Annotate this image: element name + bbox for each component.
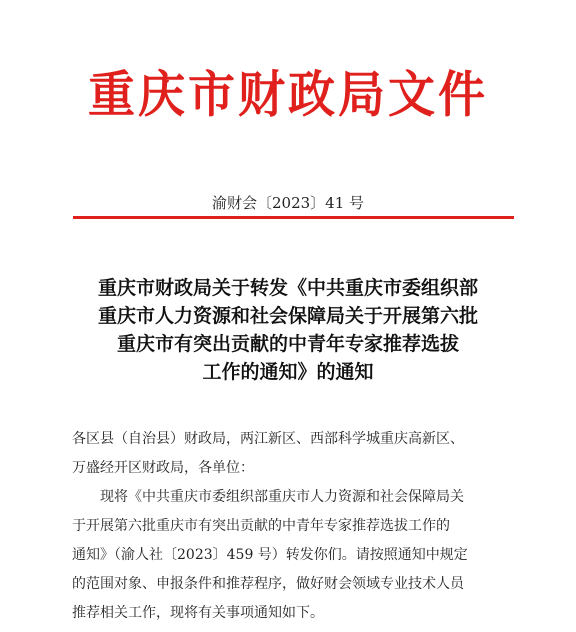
title-line: 工作的通知》的通知	[202, 361, 374, 383]
body-line: 现将《中共重庆市委组织部重庆市人力资源和社会保障局关	[72, 489, 464, 505]
document-number: 渝财会〔2023〕41 号	[211, 194, 365, 212]
body-line-addressee-cont: 万盛经开区财政局，各单位：	[72, 460, 254, 476]
document-body	[72, 425, 522, 628]
body-line: 的范围对象、申报条件和推荐程序，做好财会领域专业技术人员	[72, 576, 464, 592]
body-line-addressee: 各区县（自治县）财政局，两江新区、西部科学城重庆高新区、	[72, 431, 464, 447]
masthead-title: 重庆市财政局文件	[88, 66, 488, 125]
document-title	[60, 274, 516, 386]
body-line: 于开展第六批重庆市有突出贡献的中青年专家推荐选拔工作的	[72, 518, 450, 534]
title-line: 重庆市有突出贡献的中青年专家推荐选拔	[116, 333, 459, 355]
title-line: 重庆市财政局关于转发《中共重庆市委组织部	[97, 277, 478, 299]
body-line: 通知》（渝人社〔2023〕459 号）转发你们。请按照通知中规定	[72, 547, 468, 563]
body-line: 推荐相关工作，现将有关事项通知如下。	[72, 605, 324, 621]
red-divider-rule	[73, 216, 514, 219]
title-line: 重庆市人力资源和社会保障局关于开展第六批	[97, 305, 478, 327]
